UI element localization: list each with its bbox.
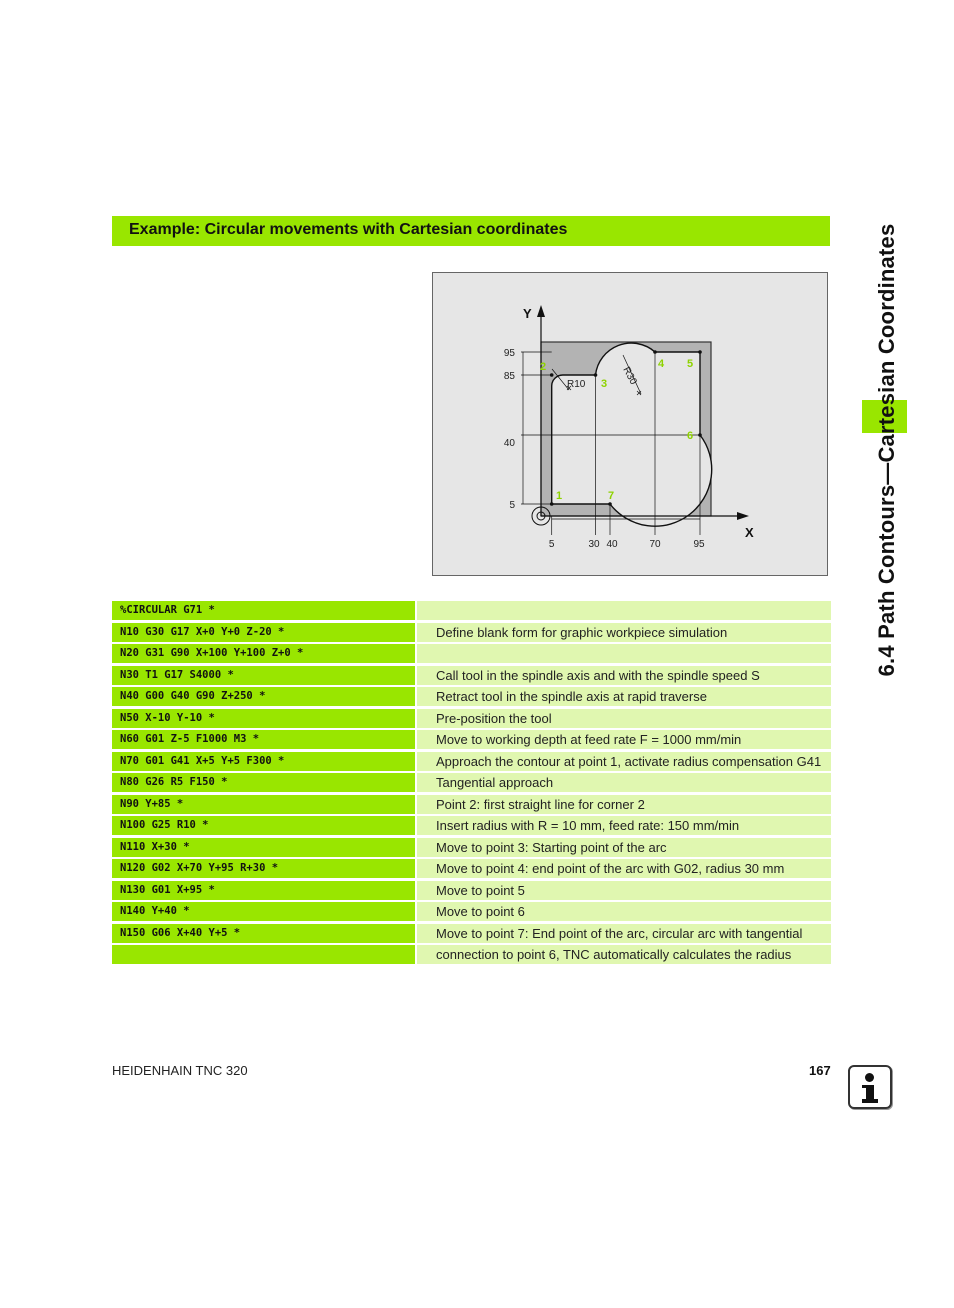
program-code: N60 G01 Z-5 F1000 M3 * [112,730,415,749]
program-description: Move to point 7: End point of the arc, circular arc with tangential [417,924,831,943]
program-description: Tangential approach [417,773,831,792]
program-row [112,601,831,623]
program-code: N150 G06 X+40 Y+5 * [112,924,415,943]
program-row [112,623,831,645]
program-description: connection to point 6, TNC automatically calculates the radius [417,945,831,964]
program-description: Approach the contour at point 1, activate radius compensation G41 [417,752,831,771]
y-axis-label: Y [523,306,532,321]
program-description: Move to point 4: end point of the arc with G02, radius 30 mm [417,859,831,878]
contour-figure [432,272,828,576]
program-row [112,924,831,946]
x-axis-arrow [737,512,749,520]
program-code: N130 G01 X+95 * [112,881,415,900]
point-label-2: 2 [540,361,547,373]
program-row [112,859,831,881]
program-row [112,816,831,838]
y-tick-85: 85 [503,371,515,382]
program-code: N140 Y+40 * [112,902,415,921]
point-label-4: 4 [658,358,665,370]
contour-drawing [433,273,829,577]
point-label-7: 7 [608,490,615,502]
x-axis-label: X [745,525,754,540]
program-description: Point 2: first straight line for corner 2 [417,795,831,814]
page-number: 167 [809,1063,831,1078]
program-row [112,644,831,666]
program-code [112,945,415,964]
program-row [112,773,831,795]
footer-product: HEIDENHAIN TNC 320 [112,1063,248,1078]
y-axis-arrow [537,305,545,317]
program-code: N50 X-10 Y-10 * [112,709,415,728]
program-code: N90 Y+85 * [112,795,415,814]
program-description: Call tool in the spindle axis and with the spindle speed S [417,666,831,685]
program-description [417,644,831,663]
x-tick-95: 95 [693,539,705,550]
program-code: N40 G00 G40 G90 Z+250 * [112,687,415,706]
radius-label-r30: R30 [620,365,639,387]
program-code: N10 G30 G17 X+0 Y+0 Z-20 * [112,623,415,642]
radius-label-r10: R10 [567,379,586,390]
program-description: Move to point 6 [417,902,831,921]
program-row [112,838,831,860]
nc-program-table [112,601,831,967]
x-tick-70: 70 [649,539,661,550]
program-row [112,709,831,731]
point-label-1: 1 [556,490,563,502]
program-description [417,601,831,620]
program-row [112,687,831,709]
program-description: Move to working depth at feed rate F = 1000 mm/min [417,730,831,749]
program-row [112,730,831,752]
info-icon [848,1065,892,1109]
point-label-5: 5 [687,358,694,370]
point-label-6: 6 [687,430,694,442]
y-tick-5: 5 [509,500,515,511]
program-row [112,666,831,688]
program-description: Move to point 5 [417,881,831,900]
program-code: %CIRCULAR G71 * [112,601,415,620]
program-code: N100 G25 R10 * [112,816,415,835]
program-row [112,752,831,774]
program-row [112,902,831,924]
program-row [112,945,831,967]
program-description: Pre-position the tool [417,709,831,728]
program-row [112,795,831,817]
program-description: Retract tool in the spindle axis at rapid traverse [417,687,831,706]
program-code: N80 G26 R5 F150 * [112,773,415,792]
section-title: Example: Circular movements with Cartesian coordinates [112,216,830,246]
chapter-side-title: 6.4 Path Contours—Cartesian Coordinates [874,223,899,677]
program-code: N20 G31 G90 X+100 Y+100 Z+0 * [112,644,415,663]
program-row [112,881,831,903]
y-tick-95: 95 [503,348,515,359]
program-code: N70 G01 G41 X+5 Y+5 F300 * [112,752,415,771]
x-tick-30: 30 [588,539,600,550]
program-code: N120 G02 X+70 Y+95 R+30 * [112,859,415,878]
program-code: N110 X+30 * [112,838,415,857]
y-tick-40: 40 [503,438,515,449]
program-description: Insert radius with R = 10 mm, feed rate: 150 mm/min [417,816,831,835]
program-description: Move to point 3: Starting point of the arc [417,838,831,857]
x-tick-40: 40 [606,539,618,550]
program-code: N30 T1 G17 S4000 * [112,666,415,685]
x-tick-5: 5 [548,539,555,550]
program-description: Define blank form for graphic workpiece simulation [417,623,831,642]
point-label-3: 3 [601,378,608,390]
